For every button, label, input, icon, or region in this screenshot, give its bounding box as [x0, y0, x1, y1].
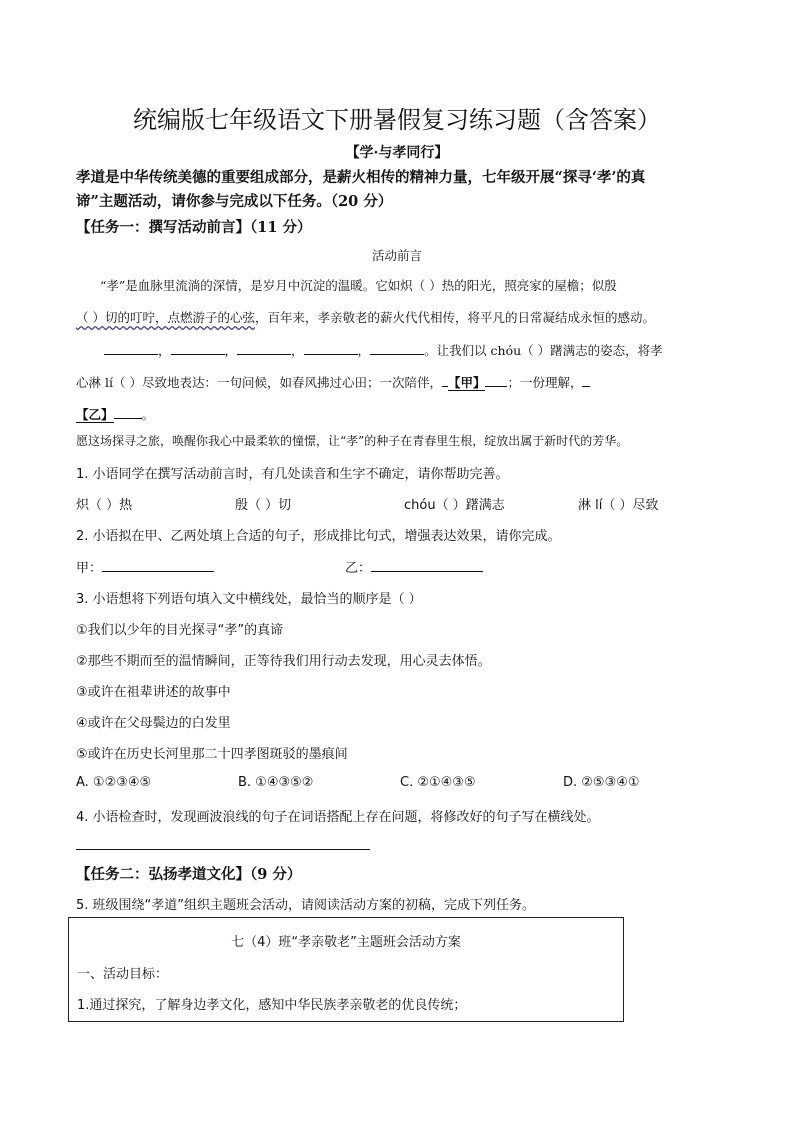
- preface-line-4b-end: 。: [141, 407, 155, 422]
- q3-sentence-1: ①我们以少年的目光探寻“孝”的真谛: [76, 623, 284, 638]
- plan-goal-1: 1.通过探究，了解身边孝文化，感知中华民族孝亲敬老的优良传统；: [77, 998, 467, 1013]
- preface-line-4-mid: ；一份理解，: [507, 375, 583, 390]
- blank-jia-trail[interactable]: [485, 372, 507, 387]
- q3-sentence-4: ④或许在父母鬓边的白发里: [76, 716, 231, 731]
- q4-answer-line[interactable]: [76, 849, 370, 850]
- preface-line-2-rest: ，百年来，孝亲敬老的薪火代代相传，将平凡的日常凝结成永恒的感动。: [254, 310, 655, 325]
- blank-3[interactable]: [237, 340, 291, 355]
- q3-sentence-3: ③或许在祖辈讲述的故事中: [76, 685, 231, 700]
- separator: ，: [357, 343, 371, 358]
- preface-line-4: [76, 372, 590, 391]
- option-d[interactable]: D. ②⑤③④①: [563, 775, 640, 790]
- q2-answer-yi: [345, 557, 483, 576]
- blank-2[interactable]: [171, 340, 225, 355]
- question-5: 5. 班级围绕“孝道”组织主题班会活动，请阅读活动方案的初稿，完成下列任务。: [76, 898, 536, 913]
- activity-plan-box: [68, 917, 624, 1022]
- separator: ，: [158, 343, 171, 358]
- option-c[interactable]: C. ②①④③⑤: [400, 775, 476, 790]
- question-4: 4. 小语检查时，发现画波浪线的句子在词语搭配上存在问题，将修改好的句子写在横线处。: [76, 810, 600, 825]
- blank-4[interactable]: [304, 340, 358, 355]
- jia-marker: 【甲】: [447, 375, 486, 390]
- task1-heading: 【任务一：撰写活动前言】（11 分）: [76, 219, 312, 236]
- yi-answer-line[interactable]: [371, 557, 483, 572]
- blank-5[interactable]: [370, 340, 424, 355]
- task2-heading: 【任务二：弘扬孝道文化】（9 分）: [76, 866, 302, 883]
- yi-marker: 【乙】: [76, 407, 114, 422]
- q1-item-li[interactable]: 淋 lí（ ）尽致: [578, 498, 659, 513]
- preface-heading: 活动前言: [371, 248, 422, 263]
- q3-sentence-5: ⑤或许在历史长河里那二十四孝图斑驳的墨痕间: [76, 747, 348, 762]
- question-3: 3. 小语想将下列语句填入文中横线处，最恰当的顺序是（ ）: [76, 592, 422, 607]
- preface-line-4-start: 心淋 lí（ ）尽致地表达：一句问候，如春风拂过心田；一次陪伴，: [76, 375, 442, 390]
- option-a[interactable]: A. ①②③④⑤: [76, 775, 152, 790]
- blank-yi-trail[interactable]: [114, 404, 142, 419]
- intro-line-2: 谛”主题活动，请你参与完成以下任务。（20 分）: [76, 193, 393, 210]
- q2-answer-jia: [76, 557, 214, 576]
- q1-item-yin[interactable]: 殷（ ）切: [235, 498, 292, 513]
- plan-title: 七（4）班“孝亲敬老”主题班会活动方案: [231, 935, 461, 950]
- yi-label: 乙：: [345, 561, 372, 576]
- separator: ，: [224, 343, 238, 358]
- preface-line-5: 愿这场探寻之旅，唤醒你我心中最柔软的憧憬，让“孝”的种子在青春里生根，绽放出属于新时代的芳华。: [76, 434, 629, 448]
- intro-line-1: 孝道是中华传统美德的重要组成部分，是薪火相传的精神力量，七年级开展“探寻‘孝’的真: [76, 169, 646, 186]
- section-subtitle: 【学·与孝同行】: [345, 145, 449, 161]
- jia-label: 甲：: [76, 561, 103, 576]
- page-title: 统编版七年级语文下册暑假复习练习题（含答案）: [133, 106, 661, 134]
- wavy-sentence: （ ）切的叮咛，点燃游子的心弦: [76, 310, 255, 325]
- preface-line-1: “孝”是血脉里流淌的深情，是岁月中沉淀的温暖。它如炽（ ）热的阳光，照亮家的屋檐；似殷: [100, 278, 617, 293]
- preface-line-4b: [76, 404, 154, 423]
- jia-answer-line[interactable]: [102, 557, 214, 572]
- blank-1[interactable]: [104, 340, 158, 355]
- preface-line-3-end: 。让我们以 chóu（ ）躇满志的姿态，将孝: [424, 343, 663, 358]
- option-b[interactable]: B. ①④③⑤②: [238, 775, 314, 790]
- question-2: 2. 小语拟在甲、乙两处填上合适的句子，形成排比句式，增强表达效果，请你完成。: [76, 529, 561, 544]
- plan-section-heading: 一、活动目标：: [77, 967, 169, 982]
- q1-item-chi[interactable]: 炽（ ）热: [76, 498, 133, 513]
- separator: ，: [291, 343, 304, 358]
- q1-item-chou[interactable]: chóu（ ）躇满志: [404, 498, 505, 513]
- blank-yi-lead: [582, 372, 590, 387]
- preface-line-2: [76, 308, 655, 326]
- preface-line-3: [104, 340, 663, 359]
- question-1: 1. 小语同学在撰写活动前言时，有几处读音和生字不确定，请你帮助完善。: [76, 467, 509, 482]
- q3-sentence-2: ②那些不期而至的温情瞬间，正等待我们用行动去发现，用心灵去体悟。: [76, 654, 491, 669]
